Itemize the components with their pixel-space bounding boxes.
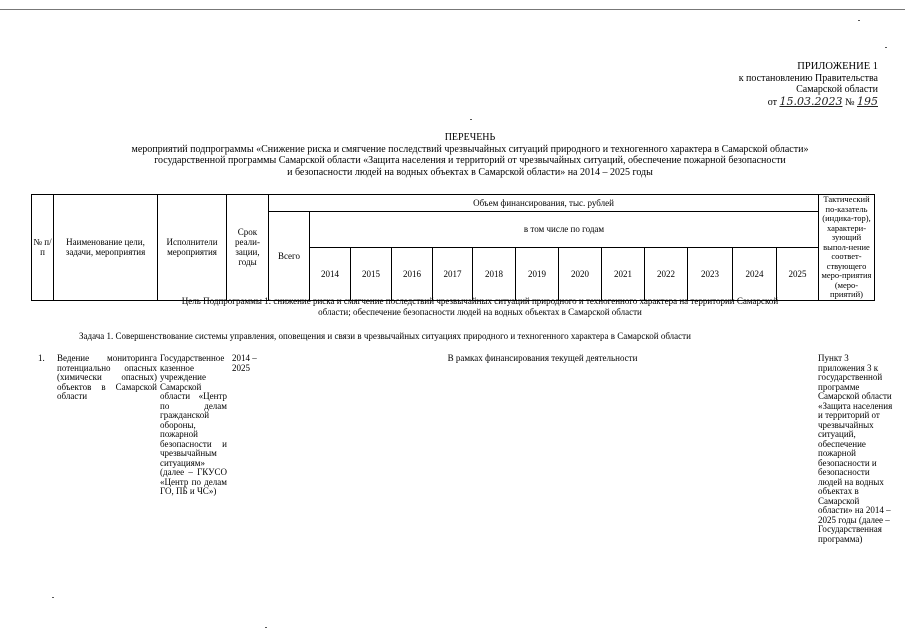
header-table: [31, 194, 875, 301]
row-funding-note: В рамках финансирования текущей деятельности: [447, 353, 638, 363]
header-total: Всего: [269, 212, 310, 301]
appendix-line-2: Самарской области: [796, 84, 878, 95]
title-heading: ПЕРЕЧЕНЬ: [444, 132, 496, 143]
header-by-year: в том числе по годам: [310, 212, 819, 248]
document-title: [60, 132, 880, 178]
year-2023: 2023: [688, 247, 733, 300]
year-2015: 2015: [351, 247, 392, 300]
year-2014: 2014: [310, 247, 351, 300]
year-2021: 2021: [602, 247, 645, 300]
scan-speck: [52, 597, 54, 598]
appendix-date-line: [700, 96, 878, 109]
goal-line-2: области; обеспечение безопасности людей на водных объектах в Самарской области: [318, 307, 642, 317]
task-1: Задача 1. Совершенствование системы управления, оповещения и связи в чрезвычайных ситуациях природного и техногенного характера в Самарской области: [79, 331, 691, 341]
appendix-line-1: к постановлению Правительства: [738, 72, 878, 84]
year-2018: 2018: [473, 247, 516, 300]
subprogram-goal: [120, 296, 840, 318]
title-line-3: и безопасности людей на водных объектах в Самарской области» на 2014 – 2025 годы: [287, 166, 653, 178]
number-value: 195: [857, 94, 878, 108]
goal-line-1: Цель Подпрограммы 1: снижение риска и смягчение последствий чрезвычайных ситуаций природного и техногенного характера на территории Самарской: [181, 296, 779, 306]
scan-speck: [858, 20, 860, 21]
year-2022: 2022: [645, 247, 688, 300]
year-2024: 2024: [733, 247, 777, 300]
term-line-2: 2025: [232, 362, 250, 373]
year-2016: 2016: [392, 247, 433, 300]
term-line-1: 2014 –: [232, 353, 257, 363]
top-rule: [0, 9, 905, 10]
row-number: 1.: [38, 353, 45, 363]
year-2025: 2025: [777, 247, 819, 300]
appendix-block: [700, 61, 878, 108]
row-executor: Государственное казенное учреждение Самарской области «Центр по делам гражданской обороны, пожарной безопасности и чрезвычайным ситуациям» (далее – ГКУСО «Центр по делам ГО, ПБ и ЧС»): [160, 353, 227, 496]
scan-speck: [885, 47, 887, 48]
header-funding: Объем финансирования, тыс. рублей: [269, 195, 819, 212]
year-2017: 2017: [433, 247, 473, 300]
header-executor: Исполнители мероприятия: [158, 195, 227, 301]
header-indicator: Тактический по-казатель (индика-тор), характери-зующий выпол-нение соответ-ствующего меро-приятия (меро-приятий): [819, 195, 875, 301]
header-num: № п/п: [32, 195, 54, 301]
number-prefix: №: [844, 96, 855, 108]
row-term: [232, 354, 257, 373]
row-indicator: Пункт 3 приложения 3 к государственной программе Самарской области «Защита населения и территорий от чрезвычайных ситуаций, обеспечение пожарной безопасности и безопасности людей на водных объектах в Самарской области» на 2014 – 2025 годы (далее – Государственная программа): [818, 353, 893, 544]
year-2020: 2020: [559, 247, 602, 300]
year-2019: 2019: [516, 247, 559, 300]
row-activity-name: Ведение мониторинга потенциально опасных (химически опасных) объектов в Самарской области: [57, 353, 157, 401]
date-prefix: от: [767, 96, 777, 108]
header-name: Наименование цели, задачи, мероприятия: [54, 195, 158, 301]
scan-speck: [265, 627, 267, 628]
date-value: 15.03.2023: [779, 94, 843, 108]
appendix-title: ПРИЛОЖЕНИЕ 1: [797, 61, 878, 72]
header-term: Срок реали-зации, годы: [227, 195, 269, 301]
scan-speck: [470, 119, 472, 120]
title-line-1: мероприятий подпрограммы «Снижение риска и смягчение последствий чрезвычайных ситуаций природного и техногенного характера в Самарской области»: [131, 143, 809, 155]
title-line-2: государственной программы Самарской области «Защита населения и территорий от чрезвычайных ситуаций, обеспечение пожарной безопасности: [154, 155, 786, 166]
